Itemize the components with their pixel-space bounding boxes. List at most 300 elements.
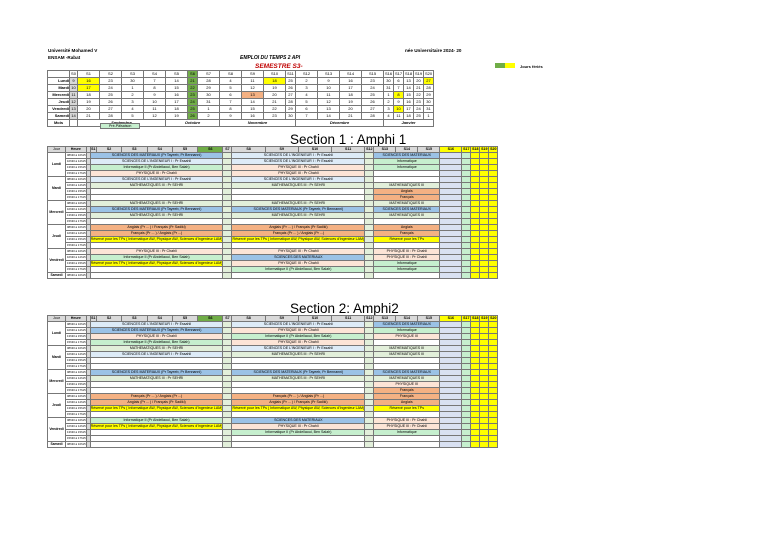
course-block-mid: PHYSIQUE III : Pr Chahli <box>232 249 365 255</box>
calendar-month: Janvier <box>384 120 434 127</box>
holiday-legend-swatch-green <box>495 63 505 68</box>
timetable-day: Mardi <box>48 346 66 370</box>
course-block-early: Français (Pr ... ) / Anglais (Pr ...) <box>90 231 223 237</box>
course-block-mid: SCIENCES DE L'INGENIEUR I : Pr Essahli <box>232 346 365 352</box>
calendar-date-cell: 21 <box>340 113 362 120</box>
calendar-date-cell: 24 <box>188 99 198 106</box>
calendar-date-cell: 11 <box>71 92 76 97</box>
calendar-date-cell: 7 <box>394 85 404 92</box>
course-block-late: MATHEMATIQUES III <box>374 201 440 207</box>
calendar-date-cell: 17 <box>404 106 414 113</box>
calendar-date-cell: 22 <box>188 85 198 92</box>
week-header: S9 <box>265 316 298 322</box>
course-block-early: PHYSIQUE III : Pr Chahli <box>90 249 223 255</box>
calendar-date-cell: 19 <box>340 99 362 106</box>
calendar-date-cell: 8 <box>220 106 242 113</box>
course-block-late: MATHEMATIQUES III <box>374 376 440 382</box>
course-block-late: MATHEMATIQUES III <box>374 346 440 352</box>
calendar-date-cell: 26 <box>362 99 384 106</box>
course-block-mid: SCIENCES DES MATERIAUX <box>232 255 365 261</box>
session-time: 13h30 à 15h15 <box>67 357 86 362</box>
calendar-date-cell: 3 <box>384 106 394 113</box>
calendar-date-cell: 18 <box>166 106 188 113</box>
calendar-month: Novembre <box>220 120 296 127</box>
week-header: S4 <box>147 316 172 322</box>
calendar-date-cell: 4 <box>220 78 242 85</box>
calendar-day: Mercredi <box>48 92 70 99</box>
calendar-date-cell: 24 <box>362 85 384 92</box>
session-time: 15h30 à 17h15 <box>67 411 86 416</box>
calendar-date-cell: 7 <box>220 99 242 106</box>
week-header: S3 <box>122 316 147 322</box>
calendar-date-cell: 10 <box>394 106 404 113</box>
week-header: S8 <box>232 316 265 322</box>
calendar-date-cell: 13 <box>71 106 76 111</box>
session-time: 13h30 à 15h15 <box>67 405 86 410</box>
course-block-mid: Français (Pr ... ) / Anglais (Pr ...) <box>232 394 365 400</box>
calendar-date-cell: 16 <box>242 113 264 120</box>
calendar-row <box>48 113 434 120</box>
calendar-date-cell: 16 <box>340 78 362 85</box>
day-header: Jour <box>48 147 66 153</box>
calendar-date-cell: 10 <box>144 99 166 106</box>
calendar-date-cell: 25 <box>188 106 198 113</box>
course-block-mid: Informatique II (Pr Abdellaoui, Ben Salah) <box>232 430 365 436</box>
calendar-week-header: S10 <box>264 71 286 78</box>
calendar-corner <box>48 71 70 78</box>
course-block-late <box>374 442 440 448</box>
calendar-week-header: S5 <box>166 71 188 78</box>
session-time: 15h30 à 17h15 <box>67 363 86 368</box>
week-header: S19 <box>481 316 488 320</box>
calendar-date-cell: 3 <box>296 85 318 92</box>
course-block-mid: Français (Pr ... ) / Anglais (Pr ...) <box>232 231 365 237</box>
calendar-date-cell: 10 <box>71 85 76 90</box>
session-time: 10h30 à 12h15 <box>67 399 86 404</box>
course-block-late: Réservé pour les TPs <box>374 406 440 412</box>
course-block-early: SCIENCES DE L'INGENIEUR I : Pr Essahli <box>90 322 223 328</box>
session-time: 15h30 à 17h15 <box>67 435 86 440</box>
calendar-date-cell: 21 <box>414 85 424 92</box>
calendar-date-cell: 14 <box>166 78 188 85</box>
calendar-date-cell: 11 <box>242 78 264 85</box>
calendar-date-cell: 30 <box>424 99 434 106</box>
calendar-date-cell: 23 <box>362 78 384 85</box>
timetable-day: Lundi <box>48 322 66 346</box>
week-header: S15 <box>418 147 440 153</box>
calendar-date-cell: 5 <box>220 85 242 92</box>
course-block-late: Anglais <box>374 400 440 406</box>
session-time: 08h30 à 10h15 <box>67 152 86 157</box>
course-block-late: PHYSIQUE III : Pr Chahli <box>374 249 440 255</box>
calendar-date-cell: 27 <box>100 106 122 113</box>
week-header: S19 <box>481 147 488 151</box>
calendar-month: Octobre <box>166 120 220 127</box>
session-time: 15h30 à 17h15 <box>67 387 86 392</box>
course-block-early <box>90 273 223 279</box>
calendar-day: Lundi <box>48 78 70 85</box>
section2-table <box>47 315 507 448</box>
calendar-date-cell: 24 <box>414 106 424 113</box>
course-block-mid <box>232 273 365 279</box>
session-time: 08h30 à 10h15 <box>67 200 86 205</box>
calendar-date-cell: 25 <box>414 113 424 120</box>
calendar-week-header: S17 <box>394 71 403 76</box>
week-header: S17 <box>463 147 470 151</box>
session-time: 08h30 à 10h15 <box>67 369 86 374</box>
calendar-date-cell: 21 <box>78 113 100 120</box>
calendar-date-cell: 23 <box>188 92 198 99</box>
calendar-date-cell: 19 <box>166 113 188 120</box>
calendar-date-cell: 11 <box>318 92 340 99</box>
session-time: 15h30 à 17h15 <box>67 218 86 223</box>
timetable-day: Jeudi <box>48 225 66 249</box>
course-block-late: SCIENCES DES MATERIAUX <box>374 207 440 213</box>
calendar-week-header: S0 <box>71 71 76 76</box>
calendar-date-cell: 28 <box>362 113 384 120</box>
course-block-early: Réservé pour les TPs ( Informatique AW, Physique AW, Sciences d'Ingenieur LAM) <box>90 261 223 265</box>
course-block-mid: MATHEMATIQUES III : Pr SEHRI <box>232 183 365 189</box>
calendar-row <box>48 99 434 106</box>
calendar-date-cell: 15 <box>404 92 414 99</box>
timetable-title: EMPLOI DU TEMPS 2 API <box>240 55 301 61</box>
calendar-day: Jeudi <box>48 99 70 106</box>
holiday-legend-swatch-yellow <box>505 63 515 68</box>
holidays-label: Jours fériés <box>520 64 543 69</box>
calendar-month: Décembre <box>296 120 384 127</box>
course-block-early: Réservé pour les TPs ( Informatique AW, Physique AW, Sciences d'Ingenieur LAM) <box>90 237 223 241</box>
calendar-date-cell: 20 <box>414 78 424 85</box>
calendar-date-cell: 16 <box>166 92 188 99</box>
calendar-date-cell: 13 <box>318 106 340 113</box>
calendar-date-cell: 30 <box>384 78 394 85</box>
session-time: 13h30 à 15h15 <box>67 236 86 241</box>
course-block-late: Français <box>374 388 440 394</box>
calendar-row <box>48 78 434 85</box>
calendar-date-cell: 12 <box>318 99 340 106</box>
course-block-early: Anglais (Pr ... ) / Français (Pr Sadiki) <box>90 400 223 406</box>
course-block-mid: SCIENCES DES MATERIAUX (Pr Tayeeb, Pr Bennanni) <box>232 370 365 376</box>
calendar-date-cell: 27 <box>424 78 434 85</box>
timetable-day: Mercredi <box>48 201 66 225</box>
calendar-date-cell: 1 <box>122 85 144 92</box>
calendar-row <box>48 85 434 92</box>
course-block-early: Anglais (Pr ... ) / Français (Pr Sadiki) <box>90 225 223 231</box>
week-header: S14 <box>396 316 418 322</box>
timetable-day: Vendredi <box>48 418 66 442</box>
calendar-week-header: S7 <box>198 71 220 78</box>
calendar-date-cell: 30 <box>198 92 220 99</box>
week-header: S12 <box>366 316 373 320</box>
calendar-date-cell: 1 <box>384 92 394 99</box>
session-time: 15h30 à 17h15 <box>67 242 86 247</box>
calendar-date-cell: 9 <box>394 99 404 106</box>
calendar-date-cell: 22 <box>264 106 286 113</box>
week-header: S11 <box>332 316 365 322</box>
calendar-day: Vendredi <box>48 106 70 113</box>
course-block-early: Informatique II (Pr Abdellaoui, Ben Salah) <box>90 418 223 424</box>
course-block-late: Informatique <box>374 261 440 267</box>
calendar-date-cell: 16 <box>404 99 414 106</box>
calendar-date-cell: 26 <box>188 113 198 120</box>
calendar-day: Mardi <box>48 85 70 92</box>
week-header: S3 <box>122 147 147 153</box>
calendar-date-cell: 6 <box>220 92 242 99</box>
calendar-date-cell: 6 <box>394 78 404 85</box>
calendar-week-header: S2 <box>100 71 122 78</box>
course-block-late: Anglais <box>374 189 440 195</box>
course-block-mid <box>232 442 365 448</box>
week-header: S18 <box>472 147 479 151</box>
course-block-late: MATHEMATIQUES III <box>374 183 440 189</box>
course-block-early: Français (Pr ... ) / Anglais (Pr ...) <box>90 394 223 400</box>
course-block-early: Informatique II (Pr Abdellaoui, Ben Salah) <box>90 255 223 261</box>
course-block-early: MATHEMATIQUES III : Pr SEHRI <box>90 183 223 189</box>
calendar-date-cell: 11 <box>144 106 166 113</box>
calendar-date-cell: 28 <box>198 78 220 85</box>
session-time: 10h30 à 12h15 <box>67 206 86 211</box>
week-header: S14 <box>396 147 418 153</box>
session-time: 08h30 à 10h15 <box>67 441 86 446</box>
course-block-early: Informatique II (Pr Abdellaoui, Ben Salah) <box>90 165 223 171</box>
calendar-date-cell: 23 <box>414 99 424 106</box>
semester-label: SEMESTRE S3- <box>255 63 303 70</box>
week-header: S16 <box>440 147 462 153</box>
course-block-early: SCIENCES DES MATERIAUX (Pr Tayeeb, Pr Bennanni) <box>90 153 223 159</box>
calendar-date-cell: 31 <box>424 106 434 113</box>
course-block-late <box>374 273 440 279</box>
course-block-mid: MATHEMATIQUES III : Pr SEHRI <box>232 376 365 382</box>
calendar-week-header: S16 <box>384 71 393 76</box>
calendar-date-cell: 18 <box>404 113 414 120</box>
session-time: 10h30 à 12h15 <box>67 158 86 163</box>
calendar-date-cell: 20 <box>264 92 286 99</box>
course-block-late: Français <box>374 231 440 237</box>
calendar-date-cell: 2 <box>198 113 220 120</box>
course-block-late: Informatique <box>374 159 440 165</box>
course-block-late: PHYSIQUE III : Pr Chahli <box>374 424 440 430</box>
week-header: S7 <box>223 147 232 153</box>
section1-title: Section 1 : Amphi 1 <box>290 132 407 147</box>
calendar-date-cell: 8 <box>394 92 404 99</box>
calendar-date-cell: 9 <box>220 113 242 120</box>
calendar-date-cell: 7 <box>144 78 166 85</box>
calendar-date-cell: 17 <box>166 99 188 106</box>
course-block-early: MATHEMATIQUES III : Pr SEHRI <box>90 376 223 382</box>
session-time: 13h30 à 15h15 <box>67 260 86 265</box>
course-block-mid: SCIENCES DE L'INGENIEUR I : Pr Essahli <box>232 177 365 183</box>
course-block-early: SCIENCES DE L'INGENIEUR I : Pr Essahli <box>90 177 223 183</box>
session-time: 15h30 à 17h15 <box>67 194 86 199</box>
calendar-date-cell: 14 <box>404 85 414 92</box>
course-block-mid: Informatique II (Pr Abdellaoui, Ben Salah) <box>232 267 365 273</box>
calendar-date-cell: 18 <box>264 78 286 85</box>
calendar-date-cell: 24 <box>100 85 122 92</box>
session-time: 10h30 à 12h15 <box>67 351 86 356</box>
week-header: S2 <box>96 316 121 322</box>
week-header: S2 <box>96 147 121 153</box>
course-block-mid: SCIENCES DE L'INGENIEUR I : Pr Essahli <box>232 153 365 159</box>
session-time: 08h30 à 10h15 <box>67 248 86 253</box>
calendar-date-cell: 31 <box>384 85 394 92</box>
calendar-week-header: S4 <box>144 71 166 78</box>
session-time: 10h30 à 12h15 <box>67 327 86 332</box>
session-time: 10h30 à 12h15 <box>67 254 86 259</box>
session-time: 08h30 à 10h15 <box>67 176 86 181</box>
course-block-late: MATHEMATIQUES III <box>374 352 440 358</box>
calendar-week-header: S11 <box>287 71 294 76</box>
calendar-week-header: S13 <box>318 71 340 78</box>
calendar-date-cell: 4 <box>384 113 394 120</box>
calendar-date-cell: 16 <box>78 78 100 85</box>
calendar-legend: Pré-Pâlsaison <box>100 123 140 129</box>
course-block-late: MATHEMATIQUES III <box>374 213 440 219</box>
calendar-week-header: S6 <box>188 71 198 78</box>
calendar-date-cell: 2 <box>122 92 144 99</box>
course-block-mid: PHYSIQUE III : Pr Chahli <box>232 424 365 430</box>
course-block-mid: SCIENCES DE L'INGENIEUR I : Pr Essahli <box>232 322 365 328</box>
calendar-date-cell: 14 <box>71 113 76 118</box>
calendar-week-header: S8 <box>220 71 242 78</box>
calendar-date-cell: 10 <box>318 85 340 92</box>
calendar-date-cell: 28 <box>100 113 122 120</box>
timetable-day: Jeudi <box>48 394 66 418</box>
calendar-date-cell: 7 <box>296 113 318 120</box>
course-block-mid: MATHEMATIQUES III : Pr SEHRI <box>232 352 365 358</box>
week-header: S7 <box>223 316 232 322</box>
calendar-row <box>48 106 434 113</box>
calendar-date-cell: 17 <box>340 85 362 92</box>
week-header: S4 <box>147 147 172 153</box>
calendar-date-cell: 13 <box>404 78 414 85</box>
calendar-date-cell: 22 <box>414 92 424 99</box>
calendar-date-cell: 21 <box>264 99 286 106</box>
hour-header: Heure <box>66 316 87 322</box>
course-block-early: SCIENCES DES MATERIAUX (Pr Tayeeb, Pr Bennanni) <box>90 207 223 213</box>
calendar-date-cell: 29 <box>424 92 434 99</box>
academic-year: née Universitaire 2024- 20 <box>405 48 462 53</box>
course-block-early: MATHEMATIQUES III : Pr SEHRI <box>90 213 223 219</box>
session-time: 08h30 à 10h15 <box>67 345 86 350</box>
calendar-date-cell: 9 <box>144 92 166 99</box>
calendar-date-cell: 26 <box>286 85 296 92</box>
session-time: 13h30 à 15h15 <box>67 333 86 338</box>
section2-timetable <box>47 315 507 448</box>
course-block-late: Informatique <box>374 328 440 334</box>
course-block-mid: PHYSIQUE III : Pr Chahli <box>232 340 365 346</box>
calendar-date-cell: 17 <box>78 85 100 92</box>
course-block-mid: Informatique II (Pr Abdellaoui, Ben Salah) <box>232 334 365 340</box>
week-header: S1 <box>91 316 96 320</box>
calendar-date-cell: 18 <box>78 92 100 99</box>
week-header: S13 <box>374 147 396 153</box>
course-block-early: Informatique II (Pr Abdellaoui, Ben Salah) <box>90 340 223 346</box>
timetable-day: Mercredi <box>48 370 66 394</box>
calendar-date-cell: 5 <box>122 113 144 120</box>
calendar-date-cell: 4 <box>122 106 144 113</box>
course-block-late: SCIENCES DES MATERIAUX <box>374 370 440 376</box>
week-header: S11 <box>332 147 365 153</box>
course-block-early: MATHEMATIQUES III : Pr SEHRI <box>90 201 223 207</box>
calendar-date-cell: 9 <box>318 78 340 85</box>
timetable-day: Samedi <box>48 442 66 448</box>
calendar-date-cell: 26 <box>100 99 122 106</box>
calendar-date-cell: 2 <box>296 78 318 85</box>
calendar-table <box>47 70 434 127</box>
course-block-late: Français <box>374 394 440 400</box>
course-block-mid: Anglais (Pr ... ) / Français (Pr Sadiki) <box>232 400 365 406</box>
course-block-mid: SCIENCES DES MATERIAUX <box>232 418 365 424</box>
course-block-late: PHYSIQUE III <box>374 334 440 340</box>
course-block-early: PHYSIQUE III : Pr Chahli <box>90 334 223 340</box>
course-block-late: Français <box>374 195 440 201</box>
week-header: S20 <box>490 316 497 320</box>
course-block-mid: SCIENCES DES MATERIAUX (Pr Tayeeb, Pr Bennanni) <box>232 207 365 213</box>
calendar-week-header: S15 <box>362 71 384 78</box>
course-block-early: SCIENCES DES MATERIAUX (Pr Tayeeb, Pr Bennanni) <box>90 370 223 376</box>
calendar-date-cell: 8 <box>144 85 166 92</box>
calendar-date-cell: 9 <box>70 78 78 85</box>
calendar-day: Samedi <box>48 113 70 120</box>
course-block-early: Réservé pour les TPs ( Informatique AW, Physique AW, Sciences d'Ingenieur LAM) <box>90 406 223 410</box>
session-time: 13h30 à 15h15 <box>67 429 86 434</box>
calendar-date-cell: 29 <box>198 85 220 92</box>
calendar-date-cell: 5 <box>296 99 318 106</box>
course-block-early: SCIENCES DES MATERIAUX (Pr Tayeeb, Pr Bennanni) <box>90 328 223 334</box>
calendar-week-header: S12 <box>296 71 318 78</box>
calendar-date-cell: 4 <box>296 92 318 99</box>
session-time: 15h30 à 17h15 <box>67 339 86 344</box>
course-block-early: PHYSIQUE III : Pr Chahli <box>90 171 223 177</box>
timetable-day: Lundi <box>48 153 66 177</box>
calendar-date-cell: 28 <box>424 85 434 92</box>
course-block-mid: PHYSIQUE III : Pr Chahli <box>232 165 365 171</box>
calendar-date-cell: 19 <box>264 85 286 92</box>
session-time: 08h30 à 10h15 <box>67 417 86 422</box>
week-header: S1 <box>91 147 96 151</box>
calendar-date-cell: 3 <box>122 99 144 106</box>
timetable-day: Vendredi <box>48 249 66 273</box>
hour-header: Heure <box>66 147 87 153</box>
section2-title: Section 2: Amphi2 <box>290 301 399 316</box>
course-block-mid: PHYSIQUE III : Pr Chahli <box>232 171 365 177</box>
week-header: S17 <box>463 316 470 320</box>
session-time: 08h30 à 10h15 <box>67 393 86 398</box>
calendar-date-cell: 20 <box>340 106 362 113</box>
calendar-date-cell: 25 <box>100 92 122 99</box>
calendar-date-cell: 27 <box>362 106 384 113</box>
week-header: S20 <box>490 147 497 151</box>
calendar-date-cell: 31 <box>198 99 220 106</box>
course-block-late: PHYSIQUE III <box>374 382 440 388</box>
session-time: 10h30 à 12h15 <box>67 182 86 187</box>
course-block-mid: MATHEMATIQUES III : Pr SEHRI <box>232 213 365 219</box>
course-block-mid: MATHEMATIQUES III : Pr SEHRI <box>232 201 365 207</box>
timetable-row <box>48 442 507 448</box>
calendar-date-cell: 27 <box>286 92 296 99</box>
calendar-date-cell: 23 <box>100 78 122 85</box>
calendar-date-cell: 1 <box>198 106 220 113</box>
course-block-early: SCIENCES DE L'INGENIEUR I : Pr Essahli <box>90 352 223 358</box>
week-header: S16 <box>440 316 462 322</box>
session-time: 10h30 à 12h15 <box>67 375 86 380</box>
calendar-date-cell: 15 <box>166 85 188 92</box>
course-block-early: MATHEMATIQUES III : Pr SEHRI <box>90 346 223 352</box>
week-header: S10 <box>298 147 331 153</box>
calendar-date-cell: 11 <box>394 113 404 120</box>
course-block-mid: Réservé pour les TPs ( Informatique AW, Physique AW, Sciences d'Ingenieur LAM) <box>232 406 365 410</box>
calendar-week-header: S18 <box>404 71 413 76</box>
